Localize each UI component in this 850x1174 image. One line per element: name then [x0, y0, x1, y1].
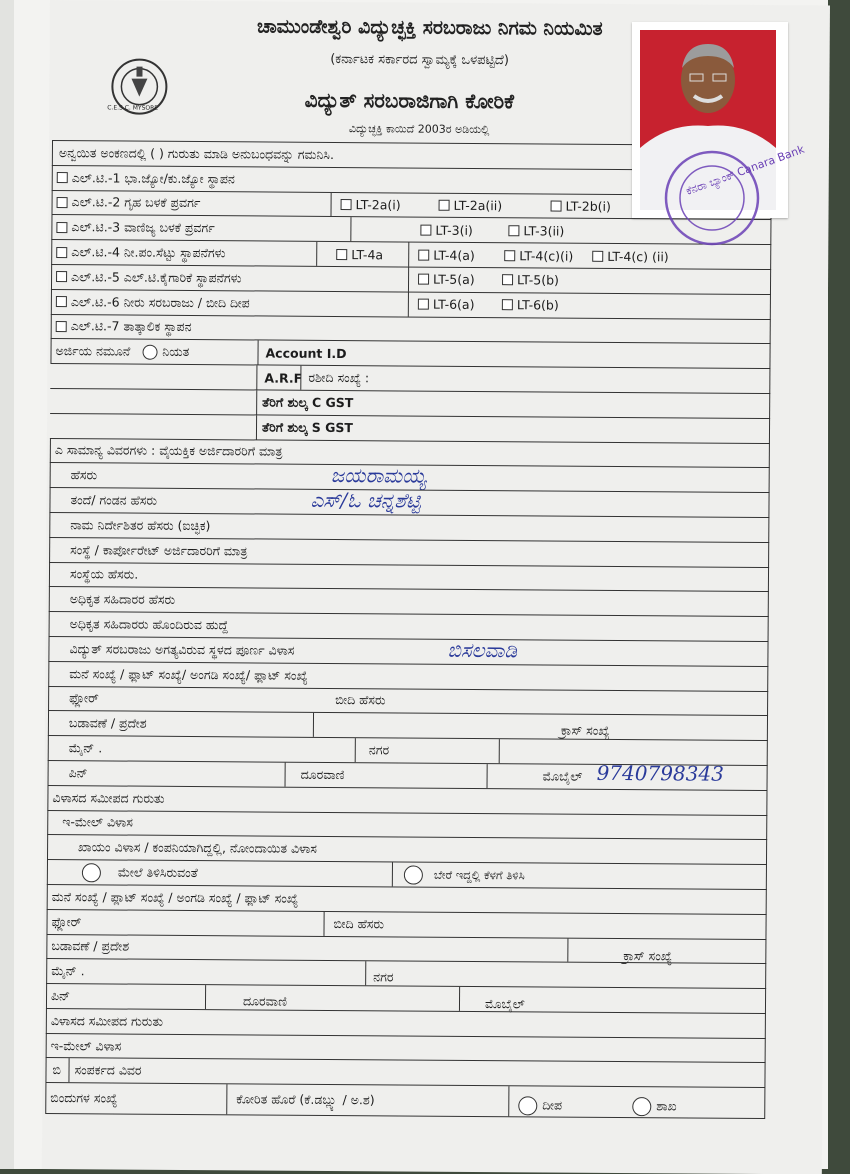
checkbox[interactable] — [418, 249, 429, 260]
email-label-2: ಇ-ಮೇಲ್ ವಿಳಾಸ — [50, 1037, 122, 1054]
account-id-label: Account I.D — [265, 345, 347, 361]
checkbox[interactable] — [502, 299, 513, 310]
stamp-text: ಕೆನರಾ ಬ್ಯಾಂಕ್ Canara Bank — [684, 142, 807, 198]
organization-name: ಚಾಮುಂಡೇಶ್ವರಿ ವಿದ್ಯುಚ್ಛಕ್ತಿ ಸರಬರಾಜು ನಿಗಮ ನಿಯಮಿತ — [256, 15, 603, 40]
checkbox[interactable] — [418, 274, 429, 285]
tariff-option: LT-5(a) — [433, 272, 475, 288]
arf-label: A.R.F — [264, 370, 303, 386]
tariff-option: LT-5(b) — [517, 272, 559, 288]
permanent-address-label: ಖಾಯಂ ವಿಳಾಸ / ಕಂಪನಿಯಾಗಿದ್ದಲ್ಲಿ, ನೋಂದಾಯಿತ ವಿಳಾಸ — [78, 839, 317, 857]
radio[interactable] — [82, 863, 101, 882]
street-label: ಬೀದಿ ಹೆಸರು — [335, 692, 386, 708]
checkbox[interactable] — [57, 197, 68, 208]
tariff-label: ಎಲ್.ಟಿ.-3 ವಾಣಿಜ್ಯ ಬಳಕೆ ಪ್ರವರ್ಗ — [71, 219, 215, 236]
applicant-photo — [632, 22, 807, 218]
lamp-option: ದೀಪ — [542, 1097, 563, 1113]
logo-caption: C.E.S.C. MYSORE — [107, 104, 159, 112]
points-load-row — [45, 1082, 765, 1119]
tariff-option: LT-4(a) — [433, 247, 475, 263]
phone-label-2: ದೂರವಾಣಿ — [242, 993, 288, 1009]
house-number-label-2: ಮನೆ ಸಂಖ್ಯೆ / ಪ್ಲಾಟ್ ಸಂಖ್ಯೆ / ಅಂಗಡಿ ಸಂಖ್ಯೆ / ಫ್ಲಾಟ್ ಸಂಖ್ಯೆ — [51, 888, 299, 906]
checkbox[interactable] — [420, 224, 431, 235]
nominee-label: ನಾಮ ನಿರ್ದೇಶಿತರ ಹೆಸರು (ಐಚ್ಛಿಕ) — [70, 516, 211, 533]
tariff-option: LT-4a — [351, 246, 384, 262]
tariff-label: ಎಲ್.ಟಿ.-2 ಗೃಹ ಬಳಕೆ ಪ್ರವರ್ಗ — [71, 194, 201, 211]
sgst-label: ತೆರಿಗೆ ಶುಲ್ಕ S GST — [261, 419, 354, 435]
radio[interactable] — [404, 865, 423, 884]
landmark-label: ವಿಳಾಸದ ಸಮೀಪದ ಗುರುತು — [52, 789, 165, 806]
tariff-option: LT-2a(i) — [355, 197, 401, 213]
form-type-option: ನಿಯತ — [162, 344, 190, 360]
radio[interactable] — [518, 1096, 537, 1115]
checkbox[interactable] — [56, 271, 67, 282]
tariff-option: LT-6(b) — [516, 297, 559, 313]
form-type-label: ಅರ್ಜಿಯ ನಮೂನೆ — [55, 343, 131, 359]
act-reference: ವಿದ್ಯುಚ್ಛಕ್ತಿ ಕಾಯಿದೆ 2003ರ ಅಡಿಯಲ್ಲಿ — [348, 122, 490, 137]
checkbox[interactable] — [504, 250, 515, 261]
receipt-number-label: ರಶೀದಿ ಸಂಖ್ಯೆ : — [308, 369, 370, 386]
tariff-option: LT-4(c) (ii) — [607, 248, 669, 264]
checkbox[interactable] — [56, 321, 67, 332]
authorized-post-label: ಅಧಿಕೃತ ಸಹಿದಾರರು ಹೊಂದಿರುವ ಹುದ್ದೆ — [69, 616, 229, 633]
checkbox[interactable] — [56, 247, 67, 258]
pin-label-2: ಪಿನ್ — [50, 988, 71, 1004]
tariff-label: ಎಲ್.ಟಿ.-7 ತಾತ್ಕಾಲಿಕ ಸ್ಥಾಪನ — [70, 318, 192, 335]
same-address-option: ಮೇಲೆ ತಿಳಿಸಿರುವಂತೆ — [117, 864, 198, 881]
city-label: ನಗರ — [368, 742, 390, 758]
floor-label-2: ಫ್ಲೋರ್ — [51, 913, 82, 929]
checkbox[interactable] — [57, 172, 68, 183]
checkbox[interactable] — [502, 275, 513, 286]
tariff-option: LT-4(c)(i) — [519, 247, 574, 264]
checkbox[interactable] — [56, 222, 67, 233]
form-title: ವಿದ್ಯುತ್ ಸರಬರಾಜಿಗಾಗಿ ಕೋರಿಕೆ — [304, 87, 515, 114]
father-name-value: ಎಸ್/ಓ ಚನ್ನಶೆಟ್ಟಿ — [310, 487, 421, 513]
cgst-label: ತೆರಿಗೆ ಶುಲ್ಕ C GST — [262, 394, 354, 410]
heat-option: ಶಾಖ — [656, 1098, 677, 1114]
area-label-2: ಬಡಾವಣೆ / ಪ್ರದೇಶ — [51, 938, 130, 954]
tariff-label: ಎಲ್.ಟಿ.-4 ನೀ.ಪಂ.ಸೆಟ್ಟು ಸ್ಥಾಪನೆಗಳು — [71, 244, 226, 261]
checkbox[interactable] — [508, 225, 519, 236]
mobile-label-2: ಮೊಬೈಲ್ — [484, 996, 525, 1012]
organization-subtitle: (ಕರ್ನಾಟಕ ಸರ್ಕಾರದ ಸ್ವಾಮ್ಯಕ್ಕೆ ಒಳಪಟ್ಟಿದೆ) — [330, 51, 509, 69]
checkbox[interactable] — [592, 250, 603, 261]
checkbox[interactable] — [56, 296, 67, 307]
tariff-option: LT-3(ii) — [523, 223, 565, 239]
authorized-name-label: ಅಧಿಕೃತ ಸಹಿದಾರರ ಹೆಸರು — [69, 591, 176, 608]
name-value: ಜಯರಾಮಯ್ಯ — [330, 463, 427, 488]
checkbox[interactable] — [551, 200, 562, 211]
cross-number-label: ಕ್ರಾಸ್ ಸಂಖ್ಯೆ — [560, 722, 610, 739]
checkbox[interactable] — [439, 200, 450, 211]
street-label-2: ಬೀದಿ ಹೆಸರು — [333, 915, 385, 931]
bank-stamp-icon — [646, 142, 807, 222]
supply-address-value: ಬಿಸಲವಾಡಿ — [447, 637, 518, 663]
form-table — [45, 140, 772, 1119]
tariff-option: LT-2a(ii) — [453, 197, 503, 214]
main-label: ಮೈನ್ . — [68, 740, 103, 756]
landmark-label-2: ವಿಳಾಸದ ಸಮೀಪದ ಗುರುತು — [50, 1012, 164, 1029]
radio[interactable] — [142, 344, 157, 359]
organization-label: ಸಂಸ್ಥೆಯ ಹೆಸರು. — [69, 566, 139, 583]
house-number-label: ಮನೆ ಸಂಖ್ಯೆ / ಫ್ಲಾಟ್ ಸಂಖ್ಯೆ/ ಅಂಗಡಿ ಸಂಖ್ಯೆ/ ಫ್ಲಾಟ್ ಸಂಖ್ಯೆ — [69, 665, 308, 683]
name-label: ಹೆಸರು — [70, 467, 98, 483]
mobile-label: ಮೊಬೈಲ್ — [542, 768, 583, 784]
phone-label: ದೂರವಾಣಿ — [300, 766, 345, 782]
city-label-2: ನಗರ — [373, 969, 394, 985]
checkbox[interactable] — [336, 249, 347, 260]
radio[interactable] — [632, 1097, 651, 1116]
floor-label: ಫ್ಲೋರ್ — [69, 690, 99, 706]
other-address-option: ಬೇರೆ ಇದ್ದಲ್ಲಿ ಕೆಳಗೆ ತಿಳಿಸಿ — [433, 867, 525, 882]
checkbox[interactable] — [341, 199, 352, 210]
email-label: ಇ-ಮೇಲ್ ವಿಳಾಸ — [62, 814, 133, 831]
tariff-option: LT-2b(i) — [565, 198, 611, 214]
corporate-heading: ಸಂಸ್ಥೆ / ಕಾರ್ಪೋರೇಟ್ ಅರ್ಜಿದಾರರಿಗೆ ಮಾತ್ರ — [70, 541, 248, 559]
tariff-label: ಎಲ್.ಟಿ.-1 ಭಾ.ಜ್ಯೋ/ಕು.ಜ್ಯೋ ಸ್ಥಾಪನ — [71, 169, 235, 186]
section-b-heading: ಸಂಪರ್ಕದ ವಿವರ — [74, 1062, 142, 1079]
main-label-2: ಮೈನ್ . — [51, 963, 85, 979]
section-b-letter: ಬಿ — [52, 1062, 61, 1078]
supply-address-label: ವಿದ್ಯುತ್ ಸರಬರಾಜು ಅಗತ್ಯವಿರುವ ಸ್ಥಳದ ಪೂರ್ಣ ವಿಳಾಸ — [69, 640, 295, 658]
mobile-value: 9740798343 — [596, 760, 724, 786]
cross-number-label-2: ಕ್ರಾಸ್ ಸಂಖ್ಯೆ — [623, 948, 673, 964]
page-edge — [0, 0, 14, 1169]
tariff-option: LT-6(a) — [432, 296, 475, 313]
points-label: ಬಿಂದುಗಳ ಸಂಖ್ಯೆ — [50, 1090, 118, 1106]
father-name-label: ತಂದೆ/ ಗಂಡನ ಹೆಸರು — [70, 492, 158, 508]
section-a-heading: ಎ ಸಾಮಾನ್ಯ ವಿವರಗಳು : ವೈಯಕ್ತಿಕ ಅರ್ಜಿದಾರರಿಗೆ ಮಾತ್ರ — [54, 442, 283, 460]
checkbox[interactable] — [418, 299, 429, 310]
instruction-text: ಅನ್ವಯಿತ ಅಂಕಣದಲ್ಲಿ ( ) ಗುರುತು ಮಾಡಿ ಅನುಬಂಧವನ್ನು ಗಮನಿಸಿ. — [58, 144, 335, 162]
load-label: ಕೋರಿತ ಹೊರೆ (ಕೆ.ಡಬ್ಲ್ಯು / ಅ.ಶ) — [236, 1091, 375, 1108]
pin-label: ಪಿನ್ — [68, 764, 88, 781]
tariff-label: ಎಲ್.ಟಿ.-6 ನೀರು ಸರಬರಾಜು / ಬೀದಿ ದೀಪ — [70, 293, 250, 311]
area-label: ಬಡಾವಣೆ / ಪ್ರದೇಶ — [68, 715, 147, 731]
tariff-label: ಎಲ್.ಟಿ.-5 ಎಲ್.ಟಿ.ಕೈಗಾರಿಕೆ ಸ್ಥಾಪನೆಗಳು — [71, 269, 242, 286]
tariff-option: LT-3(i) — [435, 222, 473, 238]
